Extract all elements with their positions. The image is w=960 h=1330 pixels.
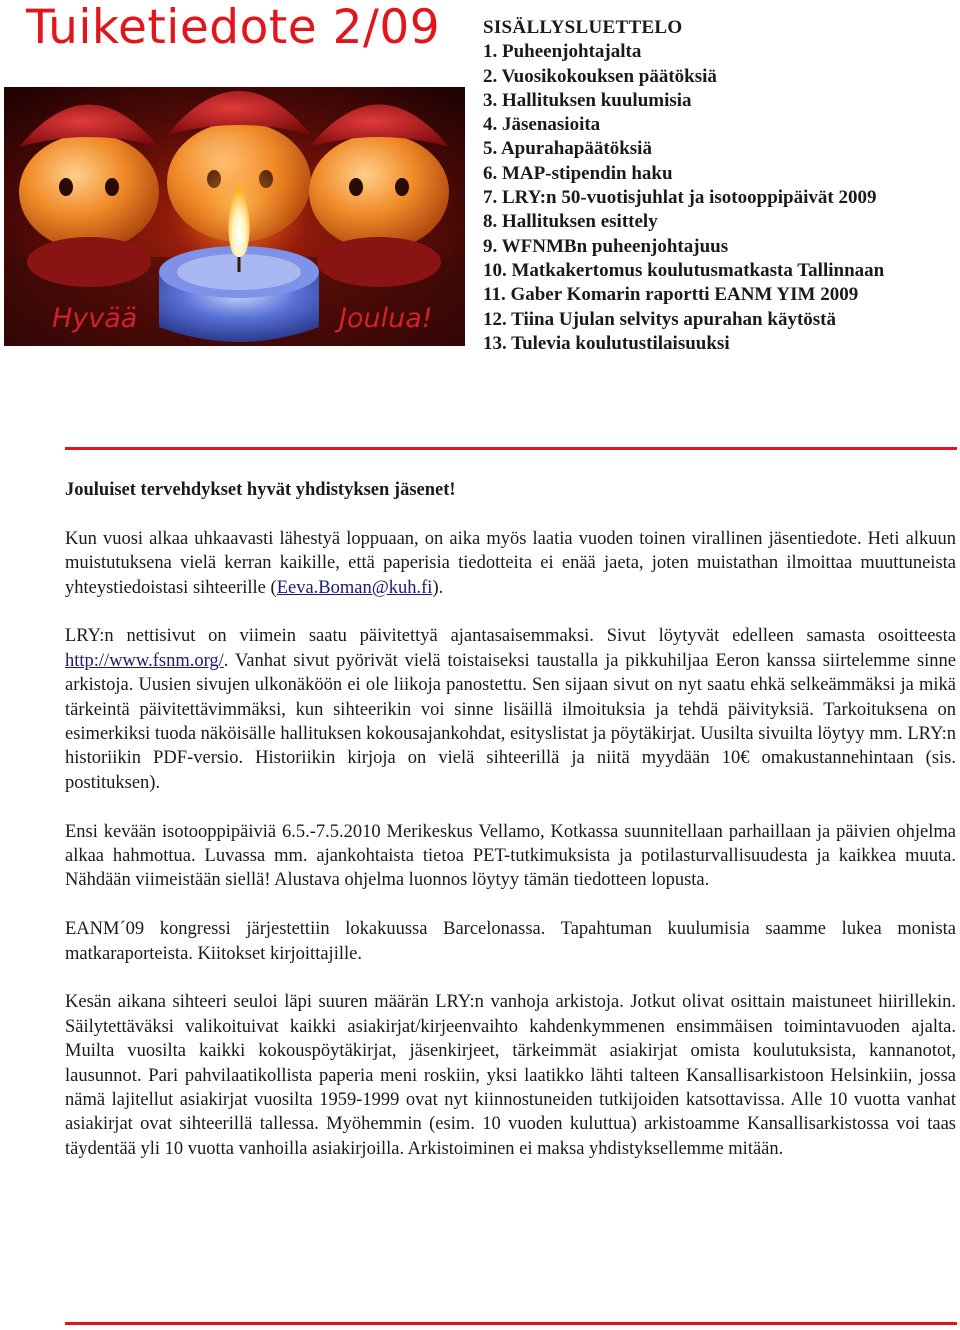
- toc-item: 11. Gaber Komarin raportti EANM YIM 2009: [483, 284, 859, 306]
- toc-item: 3. Hallituksen kuulumisia: [483, 89, 692, 111]
- toc-item: 1. Puheenjohtajalta: [483, 41, 642, 63]
- candle: [159, 137, 319, 342]
- paragraph-isotope-days: Ensi kevään isotooppipäiviä 6.5.-7.5.2010 Merikeskus Vellamo, Kotkassa suunnitellaan parhaillaan ja päivien ohjelma alkaa hahmottua. Luvassa mm. ajankohtaista tietoa PET-tutkimuksista ja potilasturvallisuudesta ja kaikkea muuta. Nähdään viimeistään siellä! Alustava ohjelma luonnos löytyy tämän tiedotteen lopusta.: [65, 821, 956, 891]
- paragraph-intro-end: ).: [432, 577, 444, 598]
- paragraph-website-text: LRY:n nettisivut on viimein saatu päivitettyä ajantasaisemmaksi. Sivut löytyvät edelleen samasta osoitteesta: [65, 626, 956, 647]
- candle-gnomes-image: [4, 87, 465, 346]
- website-link[interactable]: http://www.fsnm.org/: [65, 650, 224, 671]
- secretary-email-link[interactable]: Eeva.Boman@kuh.fi: [276, 577, 433, 598]
- christmas-photo: [4, 87, 465, 346]
- gnome-right: [309, 105, 449, 288]
- greeting-heading: Jouluiset tervehdykset hyvät yhdistyksen jäsenet!: [65, 480, 456, 500]
- bottom-divider: [65, 1322, 957, 1325]
- top-divider: [65, 447, 957, 450]
- toc-item: 2. Vuosikokouksen päätöksiä: [483, 65, 717, 87]
- gnome-left: [19, 105, 159, 288]
- toc-item: 10. Matkakertomus koulutusmatkasta Tallinnaan: [483, 259, 885, 281]
- newsletter-body: [65, 478, 956, 1161]
- toc-item: 4. Jäsenasioita: [483, 114, 601, 136]
- toc-item: 13. Tulevia koulutustilaisuuksi: [483, 332, 730, 354]
- toc-heading: SISÄLLYSLUETTELO: [483, 17, 683, 38]
- photo-caption-left: Hyvää: [52, 303, 138, 334]
- paragraph-archives: Kesän aikana sihteeri seuloi läpi suuren määrän LRY:n vanhoja arkistoja. Jotkut olivat osittain maistuneet hiirillekin. Säilytettäväksi valikoituivat kaikki asiakirjat/kirjeenvaihto kahdenkymmenen ensimmäisen toimintavuoden ajalta. Muilta vuosilta kaikki kokouspöytäkirjat, jäsenkirjeet, tärkeimmät asiakirjat omista koulutuksista, kannanotot, lausunnot. Pari pahvilaatikollista paperia meni roskiin, yksi laatikko lähti talteen Kansallisarkistoon Helsinkiin, jossa nämä lajitellut asiakirjat vuosilta 1959-1999 ovat nyt kiinnostuneiden tutkijoiden katsottavissa. Alle 10 vuotta vanhat asiakirjat ovat sihteerillä tallessa. Myöhemmin (esim. 10 vuoden kuluttua) arkistoamme Kansallisarkistossa voi taas täydentää yli 10 vuotta vanhoilla asiakirjoilla. Arkistoiminen ei maksa yhdistyksellemme mitään.: [65, 992, 956, 1159]
- toc-item: 8. Hallituksen esittely: [483, 211, 658, 233]
- paragraph-website-rest: . Vanhat sivut pyörivät vielä toistaiseksi taustalla ja pikkuhiljaa Eeron kanssa siirtelemme sinne arkistoja. Uusien sivujen ulkonäköön ei ole liikoja panostettu. Sen sijaan sivut on nyt saatu ehkä selkeämmäksi ja mikä tärkeintä päivitettävimmäksi, kun sihteerikin voi sinne lisäillä ilmoituksia ja tehdä päivityksiä. Tarkoituksena on esimerkiksi tuoda näköisälle hallituksen kokousajankohdat, esityslistat ja pöytäkirjat. Uusilta sivuilta löytyy mm. LRY:n historiikin PDF-versio. Historiikin kirjoja on vielä sihteerillä ja niitä myydään 10€ omakustannehintaan (sis. postituksen).: [65, 650, 956, 793]
- toc-item: 9. WFNMBn puheenjohtajuus: [483, 235, 729, 257]
- paragraph-intro-text: Kun vuosi alkaa uhkaavasti lähestyä loppuaan, on aika myös laatia vuoden toinen virallinen jäsentiedote. Heti alkuun muistutuksena vielä kerran kaikille, että paperisia tiedotteita ei enää jaeta, joten muistathan ilmoittaa muuttuneista yhteystiedoistasi sihteerille (: [65, 528, 956, 598]
- toc-item: 7. LRY:n 50-vuotisjuhlat ja isotooppipäivät 2009: [483, 187, 877, 209]
- toc-list: [483, 40, 953, 356]
- toc-item: 6. MAP-stipendin haku: [483, 162, 673, 184]
- paragraph-website: [65, 624, 956, 795]
- paragraph-intro: [65, 527, 956, 600]
- toc-item: 12. Tiina Ujulan selvitys apurahan käytöstä: [483, 308, 836, 330]
- photo-caption-right: Joulua!: [339, 303, 433, 334]
- table-of-contents: [483, 16, 953, 356]
- newsletter-title: Tuiketiedote 2/09: [26, 0, 441, 55]
- toc-item: 5. Apurahapäätöksiä: [483, 138, 652, 160]
- paragraph-eanm: EANM´09 kongressi järjestettiin lokakuussa Barcelonassa. Tapahtuman kuulumisia saamme lukea monista matkaraporteista. Kiitokset kirjoittajille.: [65, 919, 956, 964]
